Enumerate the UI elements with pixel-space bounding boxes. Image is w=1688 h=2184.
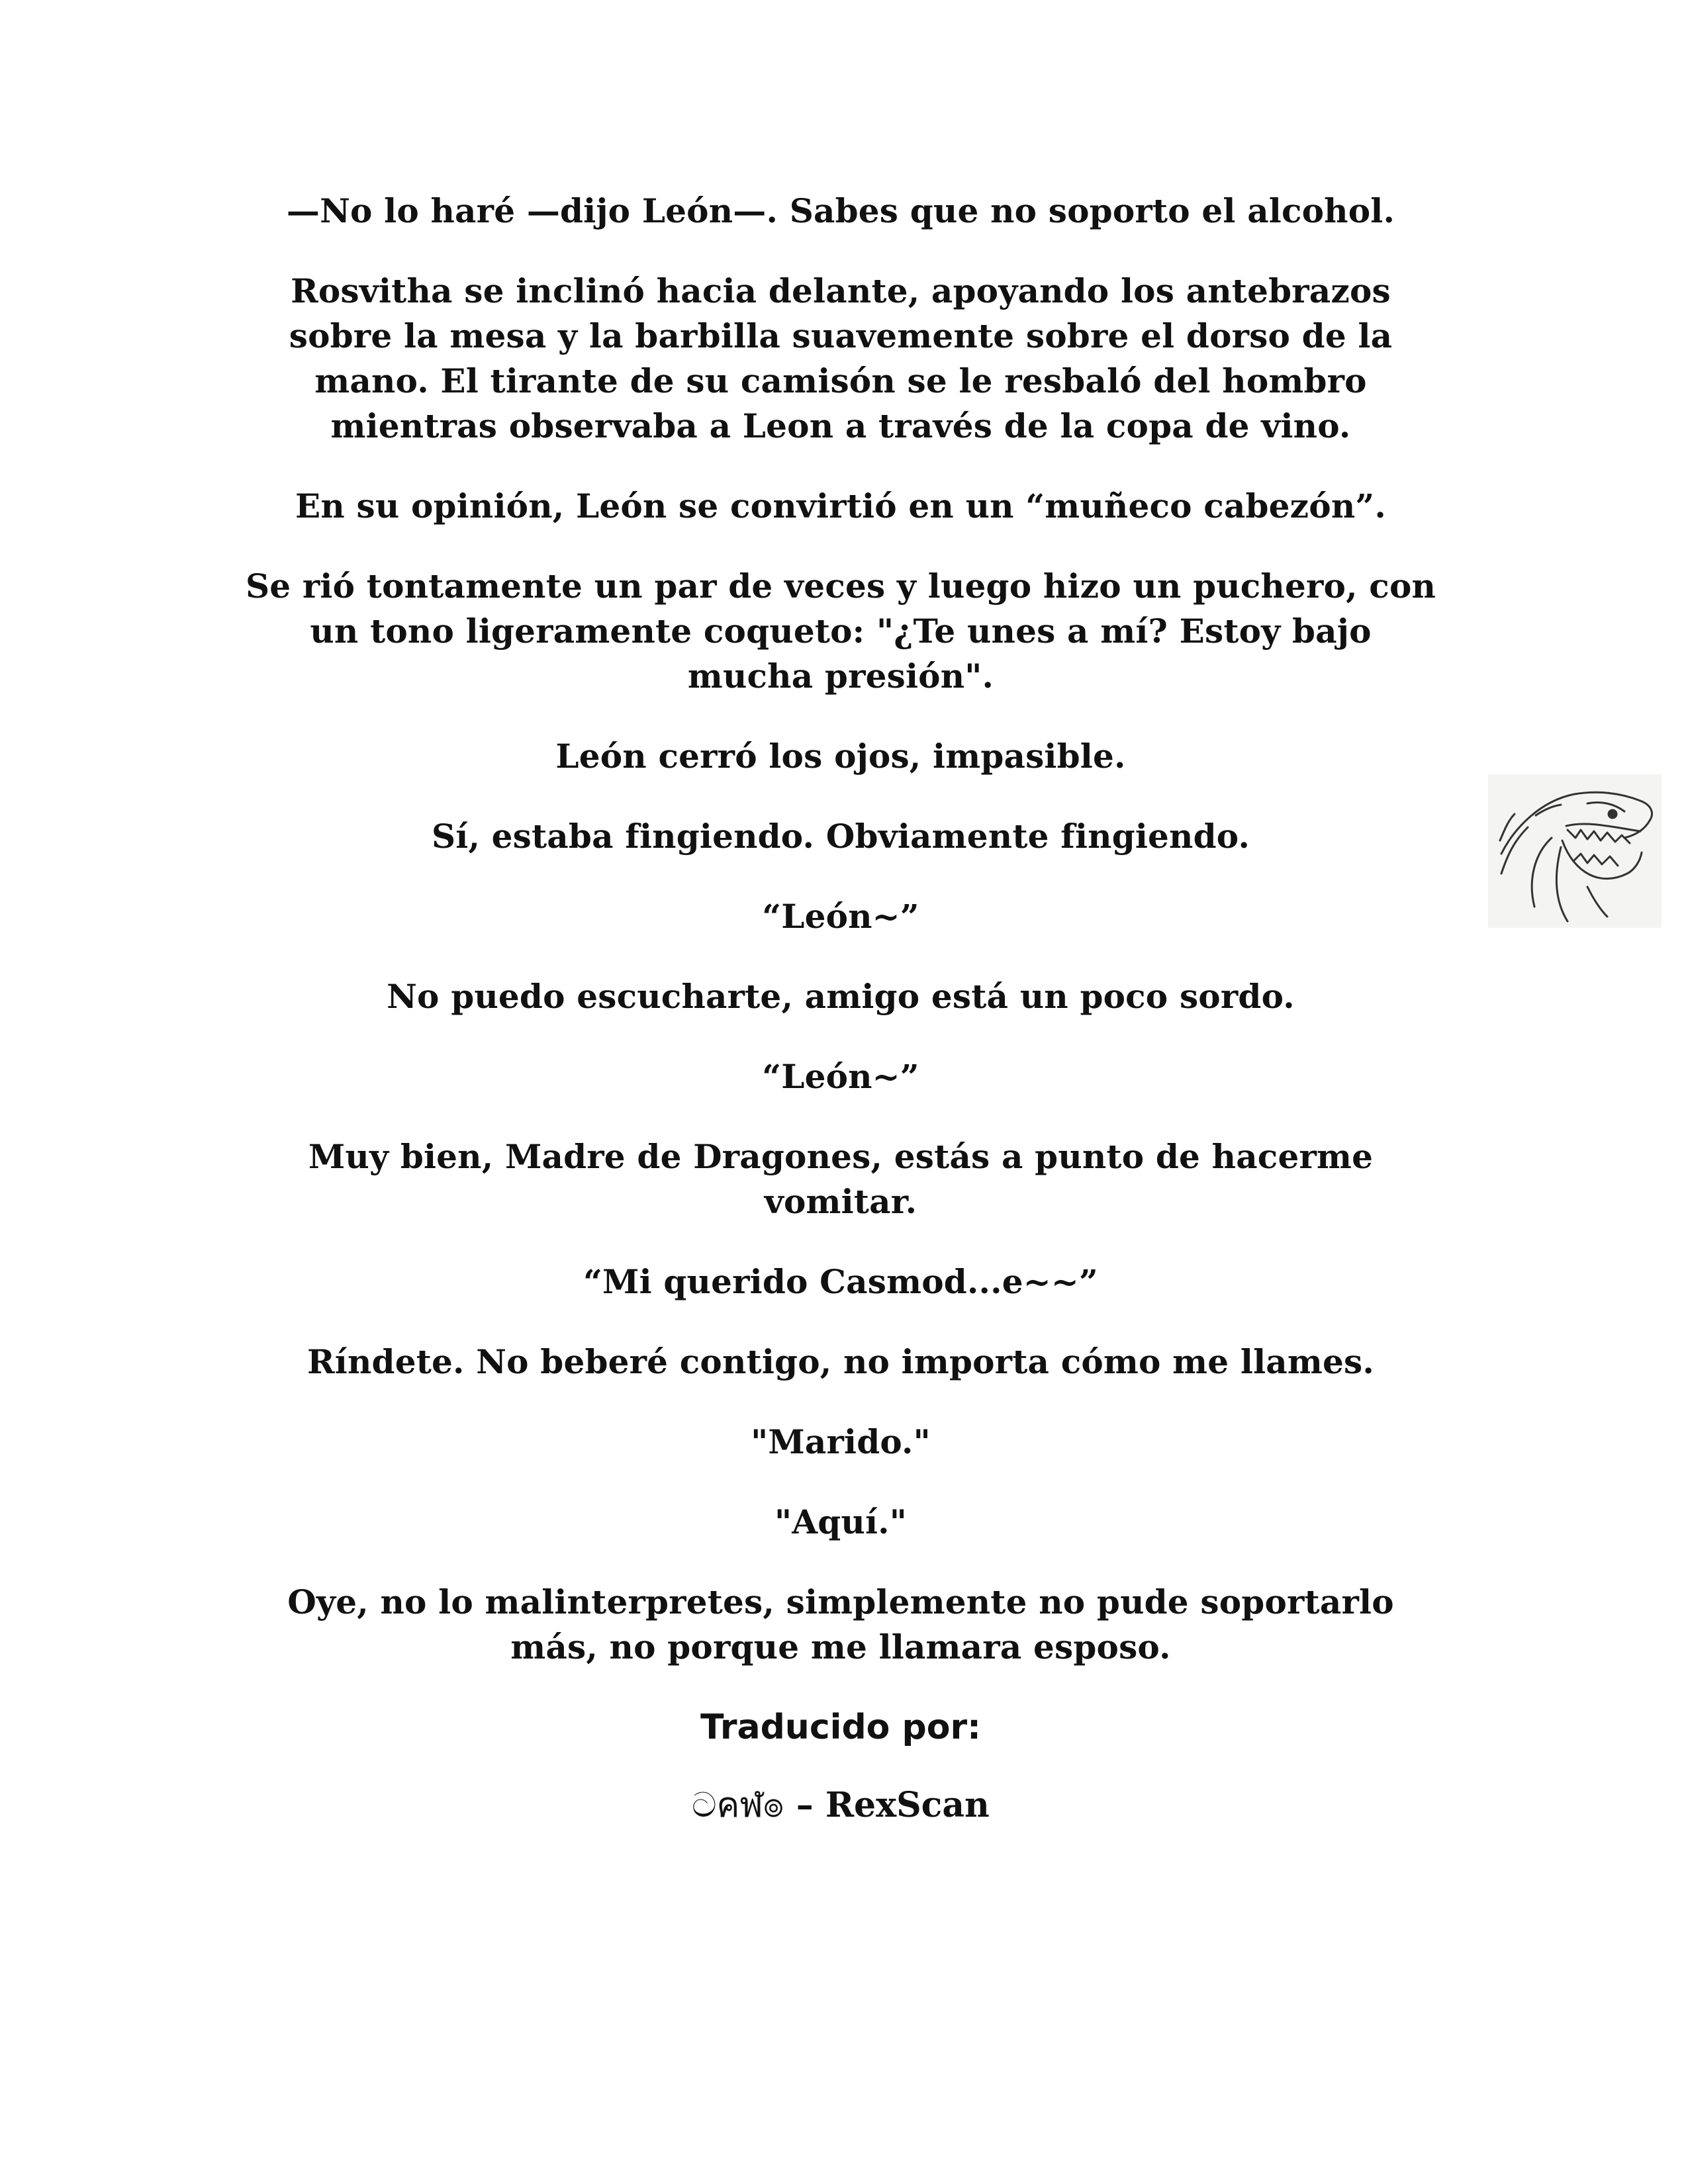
translator-name: ටคฬ๏ bbox=[692, 1786, 784, 1825]
paragraph: “León~” bbox=[762, 897, 919, 936]
paragraph: En su opinión, León se convirtió en un “muñeco cabezón”. bbox=[295, 486, 1386, 525]
paragraph: Oye, no lo malinterpretes, simplemente no pude soportarlo más, no porque me llamara esposo. bbox=[287, 1582, 1394, 1666]
story-text bbox=[245, 189, 1436, 1828]
dinosaur-sketch-icon bbox=[1488, 774, 1662, 928]
paragraph: "Aquí." bbox=[774, 1502, 907, 1541]
paragraph: “León~” bbox=[762, 1057, 919, 1096]
paragraph: “Mi querido Casmod...e~~” bbox=[583, 1262, 1098, 1301]
translator-credit-line bbox=[245, 1783, 1436, 1828]
paragraph: Se rió tontamente un par de veces y luego hizo un puchero, con un tono ligeramente coqueto: "¿Te unes a mí? Estoy bajo mucha presión". bbox=[245, 567, 1436, 696]
paragraph: Sí, estaba fingiendo. Obviamente fingiendo. bbox=[431, 817, 1250, 856]
paragraph: "Marido." bbox=[751, 1422, 931, 1461]
translator-credit-label: Traducido por: bbox=[700, 1707, 981, 1747]
paragraph: —No lo haré —dijo León—. Sabes que no soporto el alcohol. bbox=[286, 191, 1395, 230]
paragraph: Muy bien, Madre de Dragones, estás a punto de hacerme vomitar. bbox=[308, 1137, 1374, 1221]
credit-separator: – bbox=[784, 1785, 825, 1825]
paragraph: No puedo escucharte, amigo está un poco sordo. bbox=[387, 977, 1295, 1016]
paragraph: León cerró los ojos, impasible. bbox=[555, 737, 1126, 776]
group-name: RexScan bbox=[825, 1785, 990, 1825]
paragraph: Rosvitha se inclinó hacia delante, apoyando los antebrazos sobre la mesa y la barbilla suavemente sobre el dorso de la mano. El tirante de su camisón se le resbaló del hombro mientras observaba a Leon a través de la copa de vino. bbox=[289, 271, 1393, 445]
paragraph: Ríndete. No beberé contigo, no importa cómo me llames. bbox=[307, 1342, 1374, 1381]
